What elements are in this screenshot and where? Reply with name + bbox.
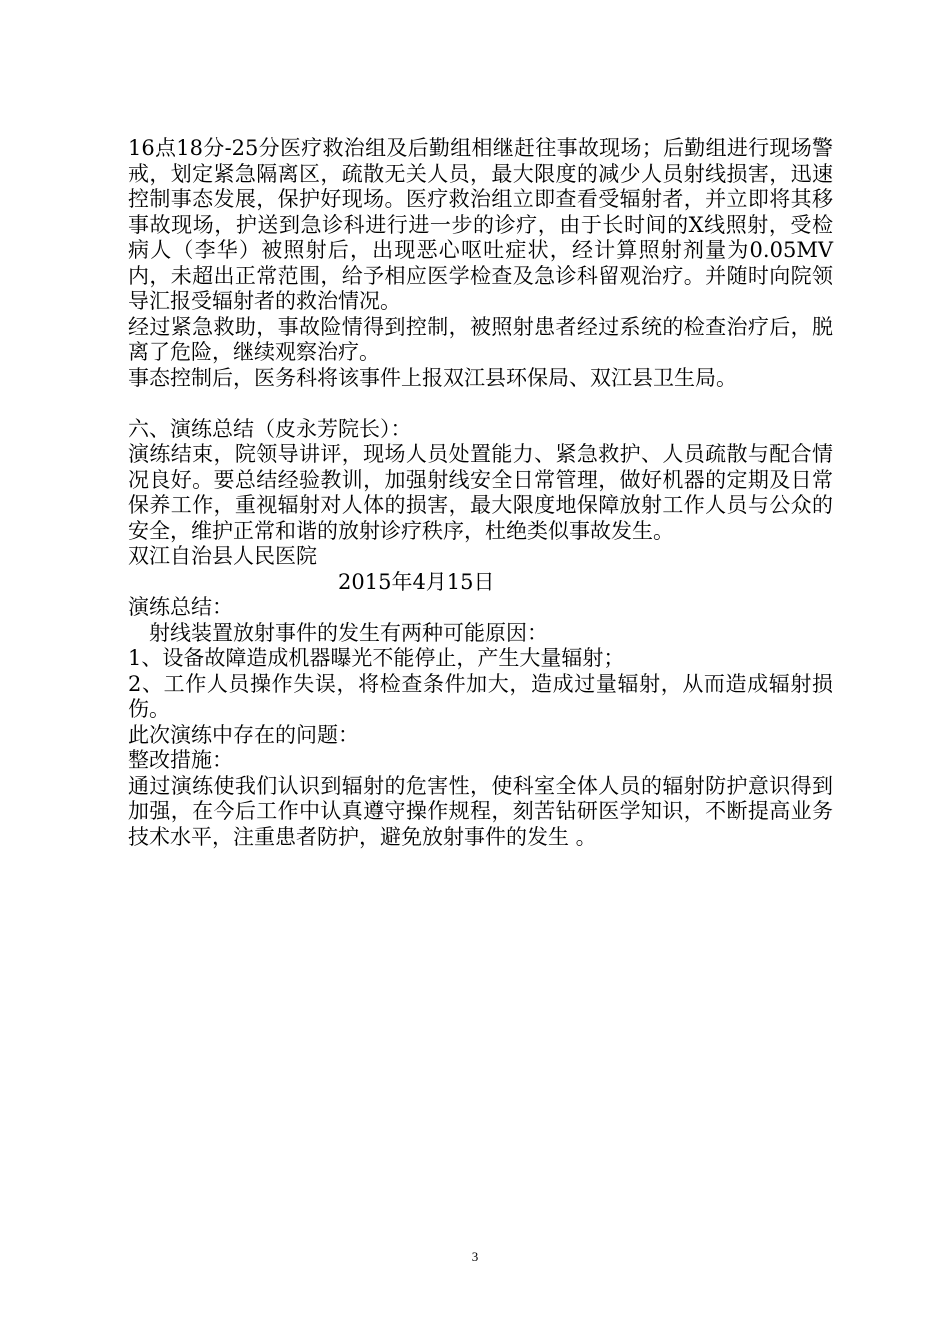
document-date: 2015年4月15日 — [338, 569, 495, 594]
hospital-name: 双江自治县人民医院 — [128, 544, 317, 568]
causes-intro: 射线装置放射事件的发生有两种可能原因： — [149, 620, 548, 645]
cause-item-1: 1、设备故障造成机器曝光不能停止，产生大量辐射； — [128, 646, 625, 670]
document-body — [128, 136, 833, 850]
cause-item-2: 2、工作人员操作失误，将检查条件加大，造成过量辐射，从而造成辐射损伤。 — [128, 671, 833, 721]
drill-summary-heading: 演练总结： — [128, 595, 233, 619]
measures-heading: 整改措施： — [128, 748, 233, 772]
paragraph-conclusion: 通过演练使我们认识到辐射的危害性，使科室全体人员的辐射防护意识得到加强，在今后工作中认真遵守操作规程，刻苦钻研医学知识，不断提高业务技术水平，注重患者防护，避免放射事件的发生 。 — [128, 773, 833, 849]
paragraph-emergency-response: 16点18分-25分医疗救治组及后勤组相继赶往事故现场；后勤组进行现场警戒，划定紧急隔离区，疏散无关人员，最大限度的减少人员射线损害，迅速控制事态发展，保护好现场。医疗救治组立即查看受辐射者，并立即将其移事故现场，护送到急诊科进行进一步的诊疗，由于长时间的X线照射，受检病人（李华）被照射后，出现恶心呕吐症状，经计算照射剂量为0.05MV内，未超出正常范围，给予相应医学检查及急诊科留观治疗。并随时向院领导汇报受辐射者的救治情况。 — [128, 136, 833, 313]
blank-line — [128, 391, 833, 417]
paragraph-report: 事态控制后，医务科将该事件上报双江县环保局、双江县卫生局。 — [128, 365, 737, 390]
section-heading-summary: 六、演练总结（皮永芳院长）： — [128, 416, 412, 441]
paragraph-rescue-result: 经过紧急救助，事故险情得到控制，被照射患者经过系统的检查治疗后，脱离了危险，继续观察治疗。 — [128, 314, 833, 364]
page-number: 3 — [471, 1249, 479, 1264]
problems-heading: 此次演练中存在的问题： — [128, 722, 359, 747]
paragraph-summary: 演练结束，院领导讲评，现场人员处置能力、紧急救护、人员疏散与配合情况良好。要总结经验教训，加强射线安全日常管理，做好机器的定期及日常保养工作，重视辐射对人体的损害，最大限度地保障放射工作人员与公众的安全，维护正常和谐的放射诊疗秩序，杜绝类似事故发生。 — [128, 442, 833, 543]
